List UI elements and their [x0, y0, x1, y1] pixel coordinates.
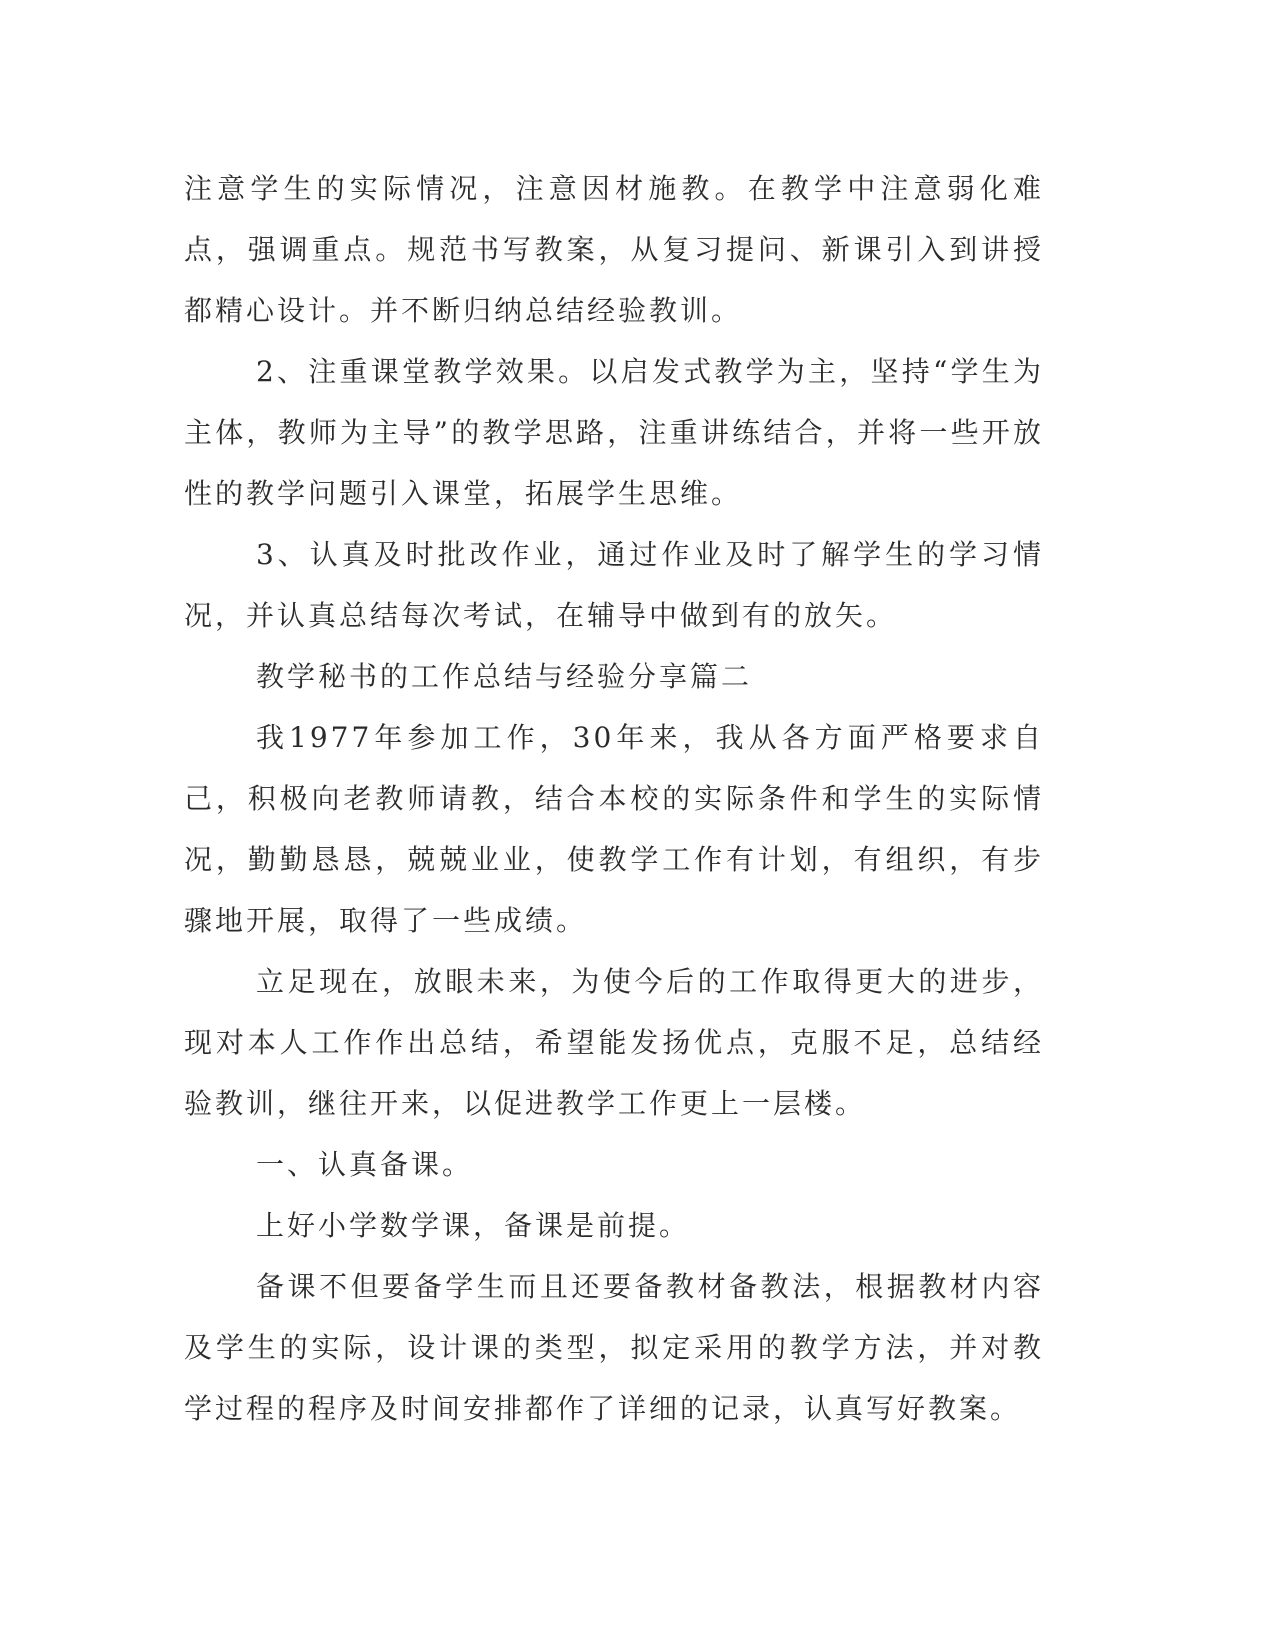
paragraph-outlook: 立足现在，放眼未来，为使今后的工作取得更大的进步，现对本人工作作出总结，希望能发扬优点，克服不足，总结经验教训，继往开来，以促进教学工作更上一层楼。: [184, 965, 1044, 1120]
paragraph-premise: 上好小学数学课，备课是前提。: [256, 1209, 691, 1242]
paragraph-item-2: 2、注重课堂教学效果。以启发式教学为主，坚持“学生为主体，教师为主导”的教学思路，注重讲练结合，并将一些开放性的教学问题引入课堂，拓展学生思维。: [184, 355, 1044, 510]
paragraph-preparation: 备课不但要备学生而且还要备教材备教法，根据教材内容及学生的实际，设计课的类型，拟定采用的教学方法，并对教学过程的程序及时间安排都作了详细的记录，认真写好教案。: [184, 1270, 1044, 1425]
paragraph-item-3: 3、认真及时批改作业，通过作业及时了解学生的学习情况，并认真总结每次考试，在辅导中做到有的放矢。: [184, 538, 1044, 632]
paragraph-continuation: 注意学生的实际情况，注意因材施教。在教学中注意弱化难点，强调重点。规范书写教案，从复习提问、新课引入到讲授都精心设计。并不断归纳总结经验教训。: [184, 172, 1044, 327]
paragraph-intro: 我1977年参加工作，30年来，我从各方面严格要求自己，积极向老教师请教，结合本校的实际条件和学生的实际情况，勤勤恳恳，兢兢业业，使教学工作有计划，有组织，有步骤地开展，取得了一些成绩。: [184, 721, 1044, 937]
document-body: [184, 158, 1044, 1439]
subsection-heading: 一、认真备课。: [256, 1148, 474, 1181]
section-heading: 教学秘书的工作总结与经验分享篇二: [256, 660, 753, 693]
